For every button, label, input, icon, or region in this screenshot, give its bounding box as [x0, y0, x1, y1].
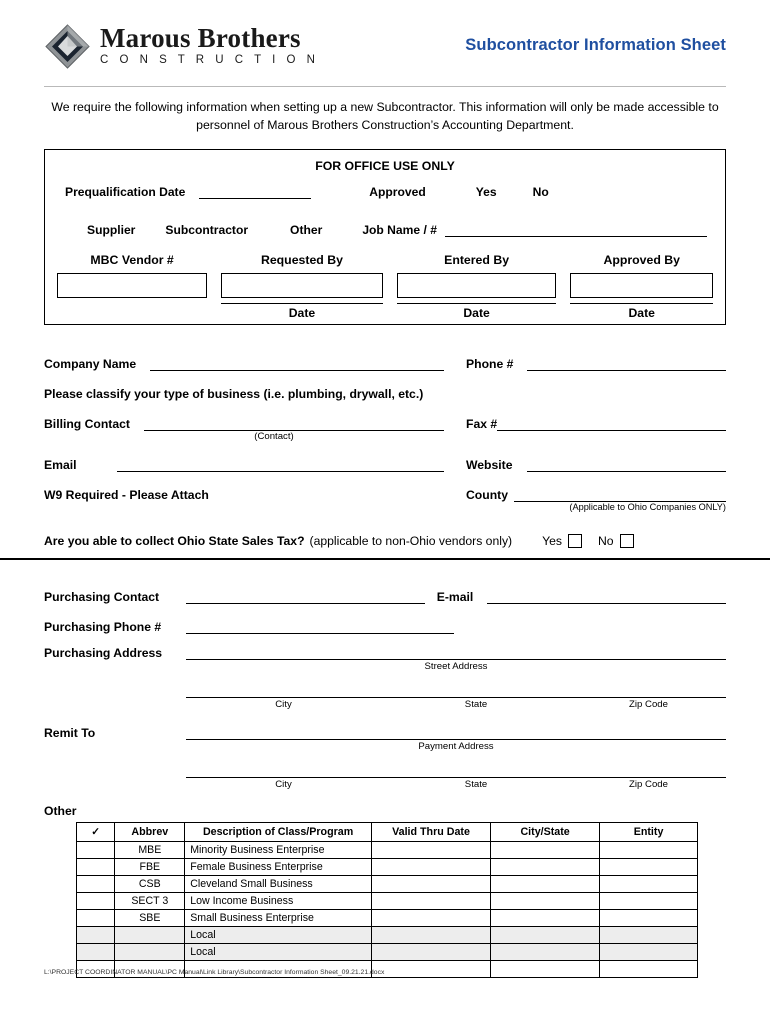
row-city-state-cell[interactable]: [491, 841, 600, 858]
row-abbrev-cell: MBE: [115, 841, 185, 858]
row-abbrev-cell: CSB: [115, 875, 185, 892]
table-row: [77, 841, 698, 858]
row-entity-cell[interactable]: [600, 875, 698, 892]
sales-tax-question: Are you able to collect Ohio State Sales Tax?: [44, 533, 305, 548]
purchasing-phone-input[interactable]: [186, 620, 454, 634]
remit-to-label: Remit To: [44, 725, 96, 740]
city-caption: City: [275, 698, 292, 710]
purchasing-phone-row: [44, 604, 726, 634]
purchasing-email-input[interactable]: [487, 590, 726, 604]
purchasing-phone-label: Purchasing Phone #: [44, 619, 162, 634]
billing-contact-caption: (Contact): [254, 430, 294, 442]
classify-business-label: Please classify your type of business (i.e. plumbing, drywall, etc.): [44, 386, 424, 401]
valid-thru-column-header: Valid Thru Date: [371, 822, 490, 841]
row-city-state-cell[interactable]: [491, 909, 600, 926]
purchasing-contact-row: [44, 574, 726, 604]
row-check-cell[interactable]: [77, 909, 115, 926]
approved-date-label: Date: [628, 305, 655, 320]
office-columns-dates: [57, 302, 713, 320]
requested-by-input[interactable]: [221, 273, 383, 298]
email-label: Email: [44, 457, 77, 472]
county-input[interactable]: [514, 488, 726, 502]
sales-tax-note: (applicable to non-Ohio vendors only): [309, 533, 513, 548]
page-title: Subcontractor Information Sheet: [465, 35, 726, 54]
row-valid-thru-cell[interactable]: [371, 926, 490, 943]
entered-date-input[interactable]: [397, 302, 557, 304]
supplier-option[interactable]: Supplier: [87, 222, 136, 237]
company-name-label: Company Name: [44, 356, 137, 371]
remit-city-state-zip-row: [44, 752, 726, 778]
row-valid-thru-cell[interactable]: [371, 909, 490, 926]
remit-zip-caption: Zip Code: [629, 778, 668, 790]
page-header: [44, 0, 726, 76]
street-address-caption: Street Address: [424, 660, 488, 672]
county-caption: (Applicable to Ohio Companies ONLY): [569, 501, 726, 512]
street-caption-row: [44, 661, 726, 672]
row-entity-cell[interactable]: [600, 841, 698, 858]
billing-contact-input[interactable]: [144, 417, 444, 431]
table-row: [77, 926, 698, 943]
row-description-cell: Small Business Enterprise: [185, 909, 372, 926]
remit-caption-row: [44, 779, 726, 790]
prequalification-row: [57, 185, 713, 199]
row-check-cell[interactable]: [77, 943, 115, 960]
mbc-vendor-number-input[interactable]: [57, 273, 207, 298]
classification-table: [76, 822, 698, 978]
table-row: [77, 858, 698, 875]
table-header-row: [77, 822, 698, 841]
row-valid-thru-cell[interactable]: [371, 841, 490, 858]
row-description-cell: Low Income Business: [185, 892, 372, 909]
remit-to-row: [44, 710, 726, 740]
vendor-type-row: [57, 223, 713, 237]
requested-date-label: Date: [288, 305, 316, 320]
row-abbrev-cell: SBE: [115, 909, 185, 926]
phone-label: Phone #: [466, 356, 514, 371]
office-columns-header: [57, 253, 713, 267]
purchasing-contact-label: Purchasing Contact: [44, 589, 160, 604]
fax-label: Fax #: [466, 416, 498, 431]
row-valid-thru-cell[interactable]: [371, 943, 490, 960]
phone-input[interactable]: [527, 357, 726, 371]
table-row: [77, 909, 698, 926]
sales-tax-no-label: No: [598, 533, 614, 548]
row-city-state-cell[interactable]: [491, 858, 600, 875]
office-columns-inputs: [57, 273, 713, 298]
remit-state-caption: State: [464, 778, 488, 790]
logo-title: Marous Brothers: [100, 23, 301, 54]
payment-address-caption: Payment Address: [418, 740, 494, 752]
row-valid-thru-cell[interactable]: [371, 875, 490, 892]
other-section-label: Other: [44, 803, 77, 818]
row-valid-thru-cell[interactable]: [371, 892, 490, 909]
row-entity-cell[interactable]: [600, 960, 698, 977]
billing-contact-label: Billing Contact: [44, 416, 130, 431]
entered-date-label: Date: [463, 305, 490, 320]
row-description-cell: Cleveland Small Business: [185, 875, 372, 892]
prequalification-date-input[interactable]: [199, 187, 311, 199]
logo-wordmark: [100, 25, 319, 67]
row-entity-cell[interactable]: [600, 926, 698, 943]
row-check-cell[interactable]: [77, 875, 115, 892]
row-abbrev-cell: [115, 943, 185, 960]
purchasing-street-input[interactable]: [186, 646, 726, 660]
row-check-cell[interactable]: [77, 926, 115, 943]
zip-caption: Zip Code: [629, 698, 668, 710]
row-description-cell: Local: [185, 943, 372, 960]
company-logo: [44, 23, 319, 70]
office-use-title: FOR OFFICE USE ONLY: [315, 158, 455, 173]
w9-county-row: [44, 472, 726, 502]
diamond-cube-logo-icon: [44, 23, 91, 70]
payment-caption-row: [44, 741, 726, 752]
email-row: [44, 442, 726, 472]
row-entity-cell[interactable]: [600, 943, 698, 960]
logo-subtitle: C O N S T R U C T I O N: [100, 54, 319, 67]
sales-tax-row: [44, 522, 726, 548]
city-state-column-header: City/State: [491, 822, 600, 841]
purchasing-contact-input[interactable]: [186, 590, 425, 604]
office-use-box: [44, 149, 726, 325]
row-city-state-cell[interactable]: [491, 943, 600, 960]
prequalification-date-label: Prequalification Date: [65, 184, 186, 199]
row-city-state-cell[interactable]: [491, 892, 600, 909]
company-info-section: [44, 341, 726, 548]
row-entity-cell[interactable]: [600, 892, 698, 909]
requested-by-label: Requested By: [260, 252, 343, 267]
fax-input[interactable]: [497, 417, 726, 431]
remit-city-caption: City: [275, 778, 292, 790]
state-caption: State: [464, 698, 488, 710]
sales-tax-yes-label: Yes: [542, 533, 562, 548]
requested-date-input[interactable]: [221, 302, 383, 304]
mbc-vendor-number-label: MBC Vendor #: [90, 252, 174, 267]
approved-date-input[interactable]: [570, 302, 713, 304]
job-name-input[interactable]: [445, 225, 707, 237]
approved-label: Approved: [369, 184, 426, 199]
row-check-cell[interactable]: [77, 841, 115, 858]
row-valid-thru-cell[interactable]: [371, 858, 490, 875]
row-description-cell: Minority Business Enterprise: [185, 841, 372, 858]
company-name-input[interactable]: [150, 357, 444, 371]
table-row: [77, 943, 698, 960]
row-city-state-cell[interactable]: [491, 875, 600, 892]
abbrev-column-header: Abbrev: [115, 822, 185, 841]
row-check-cell[interactable]: [77, 858, 115, 875]
entity-column-header: Entity: [600, 822, 698, 841]
entered-by-input[interactable]: [397, 273, 557, 298]
intro-text: We require the following information when setting up a new Subcontractor. This information will only be made accessible to personnel of Marous Brothers Construction’s Accounting Department.: [51, 100, 719, 132]
company-name-row: [44, 341, 726, 371]
description-column-header: Description of Class/Program: [185, 822, 372, 841]
remit-city-state-zip-input[interactable]: [186, 764, 726, 778]
approved-by-input[interactable]: [570, 273, 713, 298]
website-input[interactable]: [527, 458, 726, 472]
sales-tax-yes-checkbox[interactable]: [568, 534, 582, 548]
row-abbrev-cell: SECT 3: [115, 892, 185, 909]
section-divider: [0, 558, 770, 560]
approved-by-label: Approved By: [603, 252, 680, 267]
billing-contact-row: [44, 401, 726, 431]
subcontractor-option[interactable]: Subcontractor: [165, 222, 249, 237]
row-description-cell: Local: [185, 926, 372, 943]
approved-no-option[interactable]: No: [532, 184, 549, 199]
row-description-cell: Female Business Enterprise: [185, 858, 372, 875]
approved-yes-option[interactable]: Yes: [475, 184, 497, 199]
remit-payment-address-input[interactable]: [186, 726, 726, 740]
purchasing-city-state-zip-input[interactable]: [186, 684, 726, 698]
table-row: [77, 875, 698, 892]
w9-required-label: W9 Required - Please Attach: [44, 487, 209, 502]
email-input[interactable]: [117, 458, 444, 472]
check-column-header: ✓: [77, 822, 115, 841]
row-check-cell[interactable]: [77, 892, 115, 909]
sales-tax-no-checkbox[interactable]: [620, 534, 634, 548]
row-valid-thru-cell[interactable]: [371, 960, 490, 977]
row-city-state-cell[interactable]: [491, 960, 600, 977]
county-label: County: [466, 487, 508, 502]
city-state-zip-caption-row: [44, 699, 726, 710]
table-row: [77, 892, 698, 909]
row-abbrev-cell: FBE: [115, 858, 185, 875]
row-entity-cell[interactable]: [600, 909, 698, 926]
entered-by-label: Entered By: [444, 252, 510, 267]
row-entity-cell[interactable]: [600, 858, 698, 875]
other-option[interactable]: Other: [290, 222, 323, 237]
footer-path: L:\PROJECT COORDINATOR MANUAL\PC Manual\Link Library\Subcontractor Information Sheet_09.21.21.docx: [44, 969, 385, 976]
classify-business-row: [44, 371, 726, 401]
row-abbrev-cell: [115, 926, 185, 943]
purchasing-address-label: Purchasing Address: [44, 645, 163, 660]
purchasing-email-label: E-mail: [436, 589, 474, 604]
row-city-state-cell[interactable]: [491, 926, 600, 943]
purchasing-section: [44, 574, 726, 790]
job-name-label: Job Name / #: [362, 222, 437, 237]
website-label: Website: [466, 457, 513, 472]
header-divider: [44, 86, 726, 87]
purchasing-city-state-zip-row: [44, 672, 726, 698]
purchasing-address-row: [44, 634, 726, 660]
